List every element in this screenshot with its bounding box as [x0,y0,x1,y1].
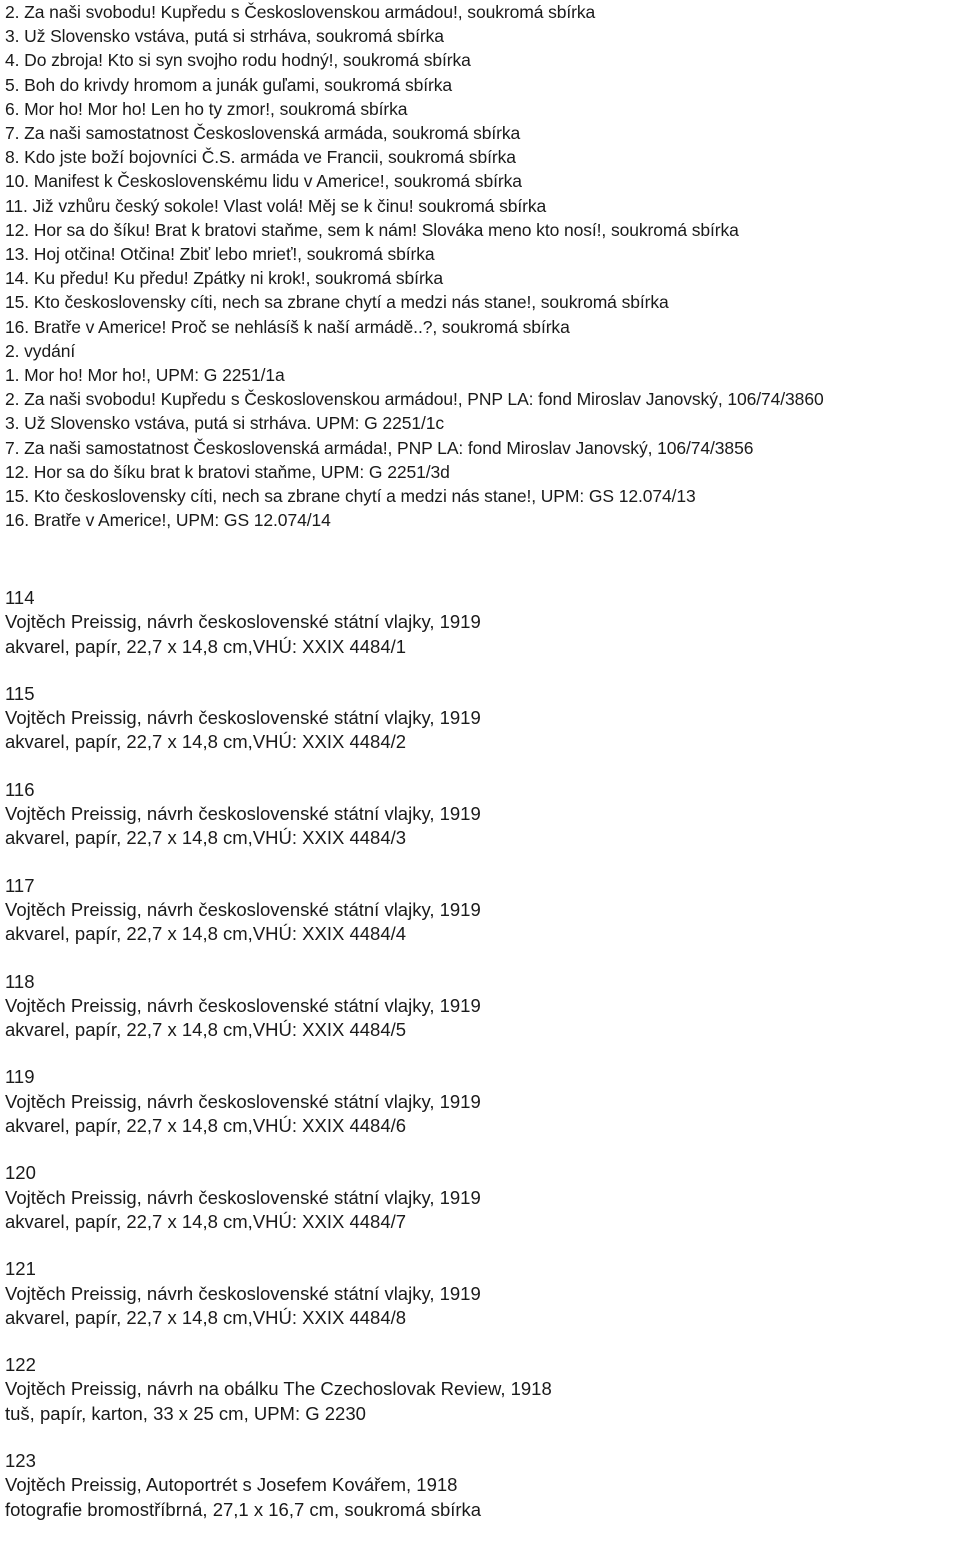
catalog-entry [5,1065,955,1138]
catalog-entry [5,682,955,755]
catalog-entry [5,1449,955,1522]
entry-title: Vojtěch Preissig, návrh československé státní vlajky, 1919 [5,994,481,1016]
catalog-entry [5,1353,955,1426]
catalog-entry [5,874,955,947]
entry-details: akvarel, papír, 22,7 x 14,8 cm,VHÚ: XXIX 4484/5 [5,1019,407,1041]
list-line: 8. Kdo jste boží bojovníci Č.S. armáda ve Francii, soukromá sbírka [5,147,516,168]
entry-number: 118 [5,970,35,992]
entry-title: Vojtěch Preissig, Autoportrét s Josefem Kovářem, 1918 [5,1474,458,1496]
list-line: 15. Kto československy cíti, nech sa zbrane chytí a medzi nás stane!, UPM: GS 12.074/13 [5,486,696,507]
entry-title: Vojtěch Preissig, návrh československé státní vlajky, 1919 [5,1090,481,1112]
entry-number: 121 [5,1258,36,1280]
list-line: 2. Za naši svobodu! Kupředu s Československou armádou!, soukromá sbírka [5,2,596,22]
entry-number: 120 [5,1162,36,1184]
catalog-entries [5,586,955,1545]
entry-details: akvarel, papír, 22,7 x 14,8 cm,VHÚ: XXIX 4484/8 [5,1306,407,1328]
entry-number: 114 [5,587,35,608]
entry-details: akvarel, papír, 22,7 x 14,8 cm,VHÚ: XXIX 4484/2 [5,731,407,753]
entry-number: 116 [5,778,35,800]
catalog-entry [5,778,955,851]
list-line: 7. Za naši samostatnost Československá armáda!, PNP LA: fond Miroslav Janovský, 106/74/3856 [5,437,754,458]
list-line: 1. Mor ho! Mor ho!, UPM: G 2251/1a [5,365,285,386]
list-line: 12. Hor sa do šíku! Brat k bratovi staňme, sem k nám! Slováka meno kto nosí!, soukromá sbírka [5,219,739,240]
poster-list-lines [5,0,955,532]
entry-details: tuš, papír, karton, 33 x 25 cm, UPM: G 2230 [5,1402,366,1424]
list-line: 2. Za naši svobodu! Kupředu s Československou armádou!, PNP LA: fond Miroslav Janovský, 106/74/3860 [5,389,824,410]
list-line: 12. Hor sa do šíku brat k bratovi staňme, UPM: G 2251/3d [5,461,450,482]
entry-details: fotografie bromostříbrná, 27,1 x 16,7 cm, soukromá sbírka [5,1498,482,1520]
list-line: 4. Do zbroja! Kto si syn svojho rodu hodný!, soukromá sbírka [5,50,471,71]
entry-number: 117 [5,874,35,896]
entry-title: Vojtěch Preissig, návrh československé státní vlajky, 1919 [5,707,481,729]
entry-title: Vojtěch Preissig, návrh československé státní vlajky, 1919 [5,1186,481,1208]
list-line: 10. Manifest k Československému lidu v Americe!, soukromá sbírka [5,171,522,192]
entry-number: 122 [5,1354,36,1376]
entry-details: akvarel, papír, 22,7 x 14,8 cm,VHÚ: XXIX 4484/1 [5,635,407,657]
entry-details: akvarel, papír, 22,7 x 14,8 cm,VHÚ: XXIX 4484/7 [5,1210,407,1232]
entry-number: 115 [5,682,35,704]
entry-title: Vojtěch Preissig, návrh československé státní vlajky, 1919 [5,1282,481,1304]
list-line: 7. Za naši samostatnost Československá armáda, soukromá sbírka [5,123,521,144]
entry-details: akvarel, papír, 22,7 x 14,8 cm,VHÚ: XXIX 4484/6 [5,1115,407,1137]
list-line: 16. Bratře v Americe!, UPM: GS 12.074/14 [5,510,331,531]
poster-list [5,0,955,532]
entry-number: 123 [5,1450,36,1472]
entry-title: Vojtěch Preissig, návrh československé státní vlajky, 1919 [5,898,481,920]
catalog-entry [5,1161,955,1234]
entry-title: Vojtěch Preissig, návrh československé státní vlajky, 1919 [5,611,481,633]
catalog-entry [5,970,955,1043]
list-line: 5. Boh do krivdy hromom a junák guľami, soukromá sbírka [5,74,453,95]
entry-details: akvarel, papír, 22,7 x 14,8 cm,VHÚ: XXIX 4484/4 [5,923,407,945]
entry-title: Vojtěch Preissig, návrh československé státní vlajky, 1919 [5,803,481,825]
list-line: 14. Ku předu! Ku předu! Zpátky ni krok!, soukromá sbírka [5,268,443,289]
entry-number: 119 [5,1066,35,1088]
catalog-entry [5,586,955,659]
list-line: 11. Již vzhůru český sokole! Vlast volá! Měj se k činu! soukromá sbírka [5,195,547,216]
entry-details: akvarel, papír, 22,7 x 14,8 cm,VHÚ: XXIX 4484/3 [5,827,407,849]
catalog-entry [5,1257,955,1330]
list-line: 13. Hoj otčina! Otčina! Zbiť lebo mrieť!, soukromá sbírka [5,244,435,265]
edition-heading: 2. vydání [5,340,76,361]
list-line: 3. Už Slovensko vstáva, putá si strháva, soukromá sbírka [5,26,444,47]
list-line: 15. Kto československy cíti, nech sa zbrane chytí a medzi nás stane!, soukromá sbírka [5,292,669,313]
entry-title: Vojtěch Preissig, návrh na obálku The Czechoslovak Review, 1918 [5,1378,552,1400]
list-line: 6. Mor ho! Mor ho! Len ho ty zmor!, soukromá sbírka [5,98,408,119]
list-line: 3. Už Slovensko vstáva, putá si strháva. UPM: G 2251/1c [5,413,445,434]
list-line: 16. Bratře v Americe! Proč se nehlásíš k naší armádě..?, soukromá sbírka [5,316,570,337]
